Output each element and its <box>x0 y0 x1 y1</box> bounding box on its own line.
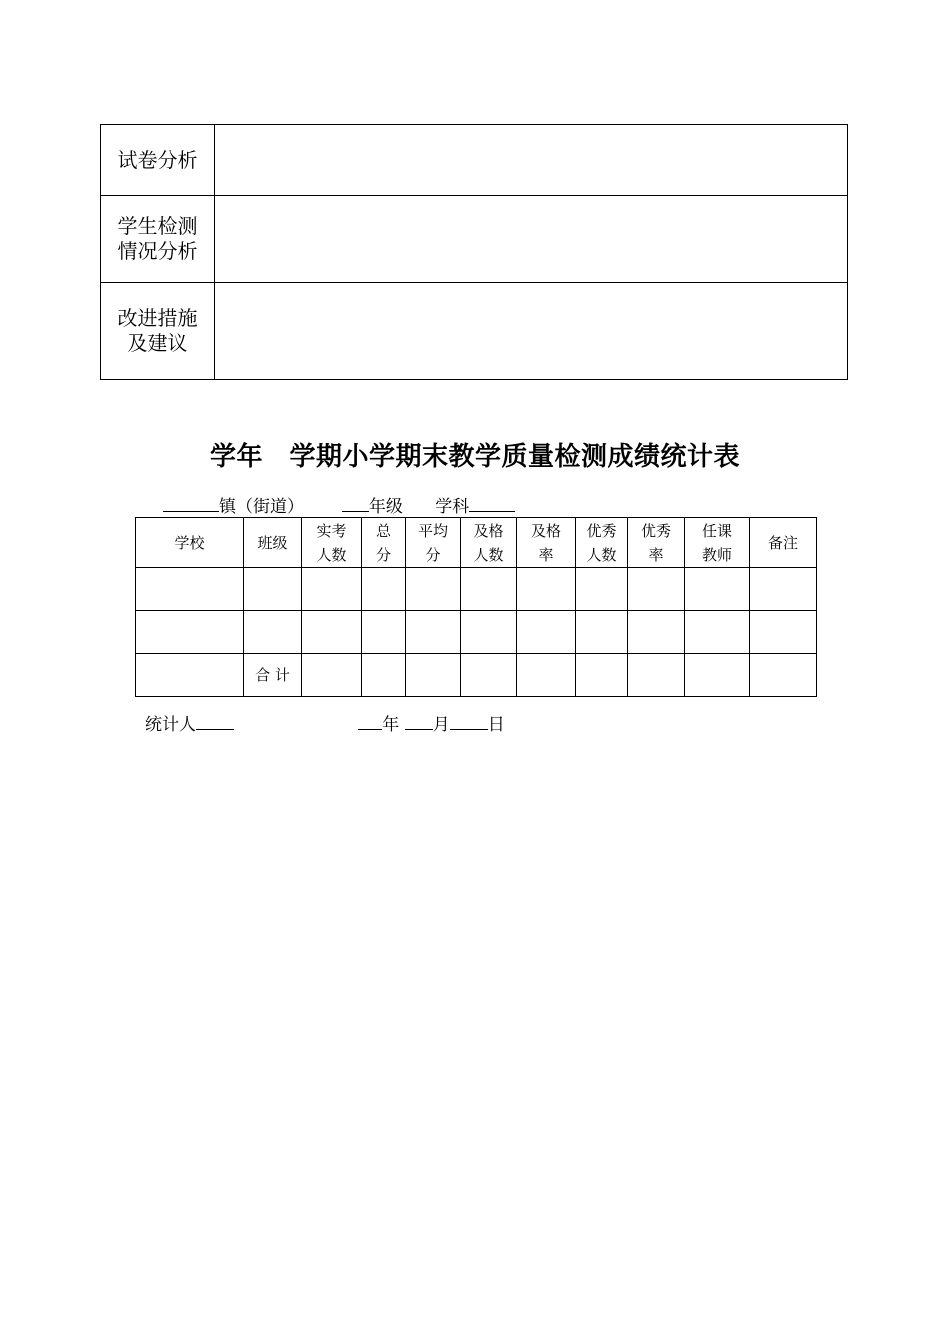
cell[interactable] <box>406 611 461 654</box>
cell[interactable] <box>628 568 685 611</box>
cell[interactable] <box>685 654 750 697</box>
cell[interactable] <box>302 611 362 654</box>
cell[interactable] <box>244 611 302 654</box>
cell[interactable] <box>685 611 750 654</box>
cell[interactable] <box>750 568 817 611</box>
analysis-row-improvements <box>101 283 848 380</box>
cell[interactable] <box>461 654 517 697</box>
year-blank[interactable] <box>358 713 382 730</box>
table-row <box>136 568 817 611</box>
subject-blank[interactable] <box>469 495 515 512</box>
label-improvement-suggestions: 改进措施 及建议 <box>101 283 215 380</box>
cell[interactable] <box>302 654 362 697</box>
town-blank[interactable] <box>163 495 219 512</box>
column-header-4: 平均 分 <box>406 518 461 568</box>
cell[interactable] <box>302 568 362 611</box>
cell[interactable] <box>750 654 817 697</box>
form-subtitle <box>163 492 515 517</box>
cell[interactable] <box>136 568 244 611</box>
cell[interactable] <box>406 654 461 697</box>
analysis-row-students <box>101 196 848 283</box>
cell[interactable] <box>136 611 244 654</box>
total-row <box>136 654 817 697</box>
cell[interactable] <box>576 654 628 697</box>
cell[interactable] <box>362 568 406 611</box>
town-label: 镇（街道） <box>219 497 304 517</box>
column-header-6: 及格 率 <box>517 518 576 568</box>
content-student-analysis[interactable] <box>215 196 848 283</box>
month-blank[interactable] <box>405 713 433 730</box>
day-blank[interactable] <box>450 713 488 730</box>
stats-header-row <box>136 518 817 568</box>
month-label: 月 <box>432 715 450 735</box>
cell[interactable] <box>136 654 244 697</box>
grade-label: 年级 <box>368 497 403 517</box>
day-label: 日 <box>487 715 505 735</box>
cell[interactable] <box>576 611 628 654</box>
column-header-7: 优秀 人数 <box>576 518 628 568</box>
total-label: 合 计 <box>244 654 302 697</box>
cell[interactable] <box>628 611 685 654</box>
column-header-0: 学校 <box>136 518 244 568</box>
cell[interactable] <box>517 568 576 611</box>
column-header-3: 总 分 <box>362 518 406 568</box>
cell[interactable] <box>576 568 628 611</box>
cell[interactable] <box>362 611 406 654</box>
label-paper-analysis: 试卷分析 <box>101 125 215 196</box>
year-label: 年 <box>382 715 400 735</box>
analysis-table <box>100 124 848 380</box>
counter-blank[interactable] <box>196 713 234 730</box>
subject-label: 学科 <box>435 497 470 517</box>
label-student-analysis: 学生检测 情况分析 <box>101 196 215 283</box>
cell[interactable] <box>628 654 685 697</box>
table-row <box>136 611 817 654</box>
cell[interactable] <box>750 611 817 654</box>
column-header-5: 及格 人数 <box>461 518 517 568</box>
cell[interactable] <box>362 654 406 697</box>
grade-blank[interactable] <box>342 495 369 512</box>
cell[interactable] <box>517 611 576 654</box>
page-title: 学年 学期小学期末教学质量检测成绩统计表 <box>209 442 740 472</box>
form-footer <box>145 710 505 735</box>
cell[interactable] <box>461 611 517 654</box>
column-header-2: 实考 人数 <box>302 518 362 568</box>
cell[interactable] <box>461 568 517 611</box>
counter-label: 统计人 <box>145 715 196 735</box>
cell[interactable] <box>406 568 461 611</box>
cell[interactable] <box>517 654 576 697</box>
column-header-1: 班级 <box>244 518 302 568</box>
analysis-row-paper <box>101 125 848 196</box>
cell[interactable] <box>685 568 750 611</box>
column-header-9: 任课 教师 <box>685 518 750 568</box>
cell[interactable] <box>244 568 302 611</box>
stats-table <box>135 517 817 697</box>
content-paper-analysis[interactable] <box>215 125 848 196</box>
column-header-10: 备注 <box>750 518 817 568</box>
column-header-8: 优秀 率 <box>628 518 685 568</box>
content-improvement-suggestions[interactable] <box>215 283 848 380</box>
